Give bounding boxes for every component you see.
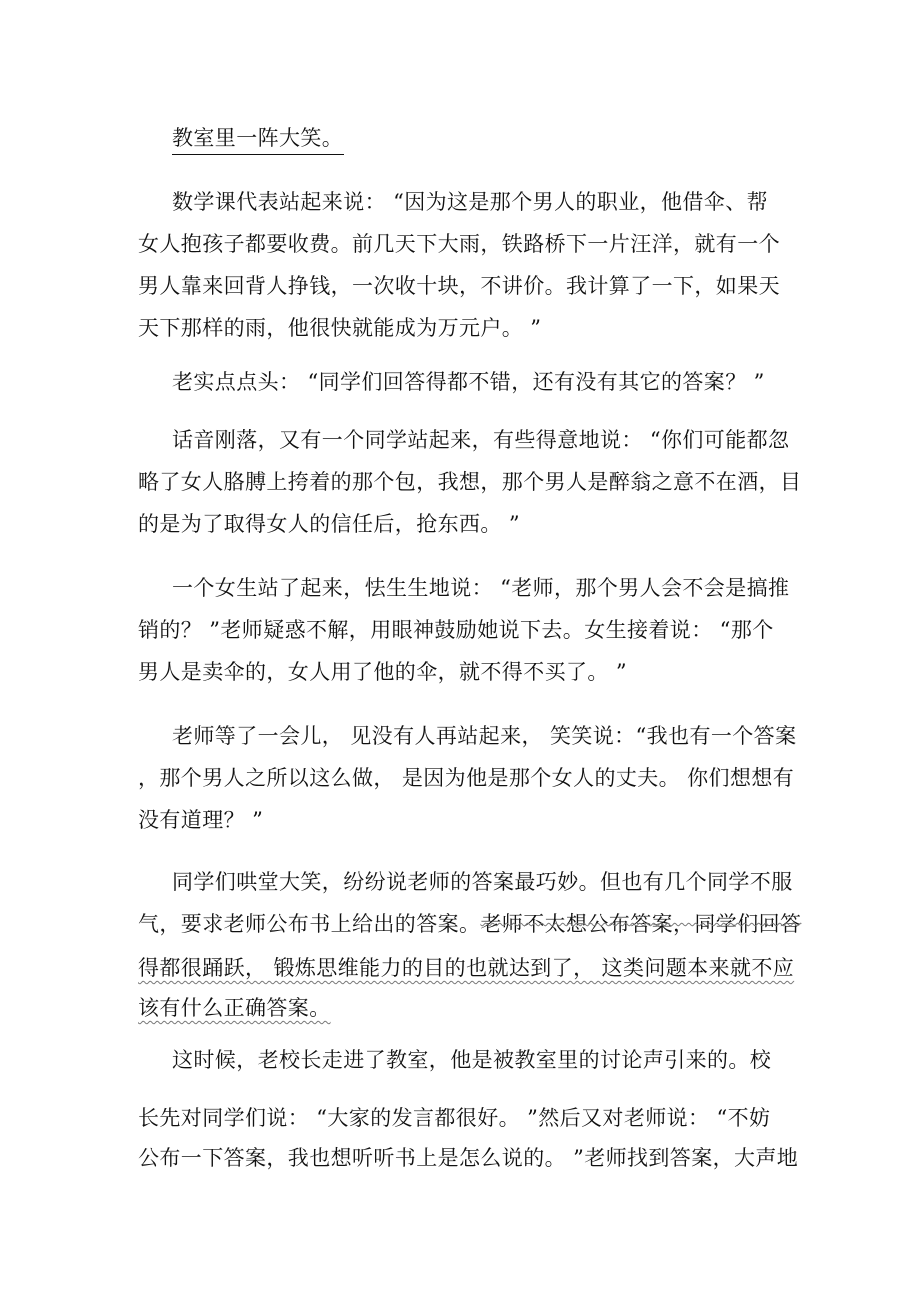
paragraph-line: 同学们哄堂大笑，纷纷说老师的答案最巧妙。但也有几个同学不服 [172, 870, 793, 894]
paragraph-line: 老实点点头： “同学们回答得都不错，还有没有其它的答案？ ” [172, 370, 765, 394]
plain-text: 气，要求老师公布书上给出的答案。 [138, 912, 481, 936]
paragraph-line: 公布一下答案，我也想听听书上是怎么说的。 ”老师找到答案，大声地 [138, 1146, 799, 1170]
paragraph-line: 老师等了一会儿， 见没有人再站起来， 笑笑说：“我也有一个答案 [172, 724, 797, 748]
paragraph-line: 话音刚落，又有一个同学站起来，有些得意地说： “你们可能都忽 [172, 428, 790, 452]
paragraph-line: 教室里一阵大笑。 [172, 124, 344, 155]
paragraph-line: 的是为了取得女人的信任后，抢东西。 ” [138, 512, 521, 536]
paragraph-line: 女人抱孩子都要收费。前几天下大雨，铁路桥下一片汪洋，就有一个 [138, 232, 780, 256]
paragraph-line: 长先对同学们说： “大家的发言都很好。 ”然后又对老师说： “不妨 [138, 1106, 771, 1130]
paragraph-line: ，那个男人之所以这么做， 是因为他是那个女人的丈夫。 你们想想有 [138, 766, 795, 790]
paragraph-line: 数学课代表站起来说： “因为这是那个男人的职业，他借伞、帮 [172, 190, 769, 214]
paragraph-line: 天下那样的雨，他很快就能成为万元户。 ” [138, 316, 542, 340]
paragraph-line: 男人是卖伞的，女人用了他的伞，就不得不买了。 ” [138, 660, 628, 684]
paragraph-line: 男人靠来回背人挣钱，一次收十块，不讲价。我计算了一下，如果天 [138, 274, 780, 298]
paragraph-line: 得都很踊跃， 锻炼思维能力的目的也就达到了， 这类问题本来就不应 [138, 956, 795, 980]
struck-text: 老师不太想公布答案，同学们回答 [480, 912, 802, 936]
paragraph-line: 销的？ ”老师疑惑不解，用眼神鼓励她说下去。女生接着说： “那个 [138, 618, 774, 642]
paragraph-line: 这时候，老校长走进了教室，他是被教室里的讨论声引来的。校 [172, 1048, 772, 1072]
paragraph-line: 该有什么正确答案。 [138, 996, 331, 1020]
paragraph-line: 没有道理？ ” [138, 808, 264, 832]
paragraph-line: 一个女生站了起来，怯生生地说： “老师，那个男人会不会是搞推 [172, 576, 790, 600]
paragraph-line: 略了女人胳膊上挎着的那个包，我想，那个男人是醉翁之意不在酒，目 [138, 470, 802, 494]
paragraph-line [138, 910, 801, 938]
